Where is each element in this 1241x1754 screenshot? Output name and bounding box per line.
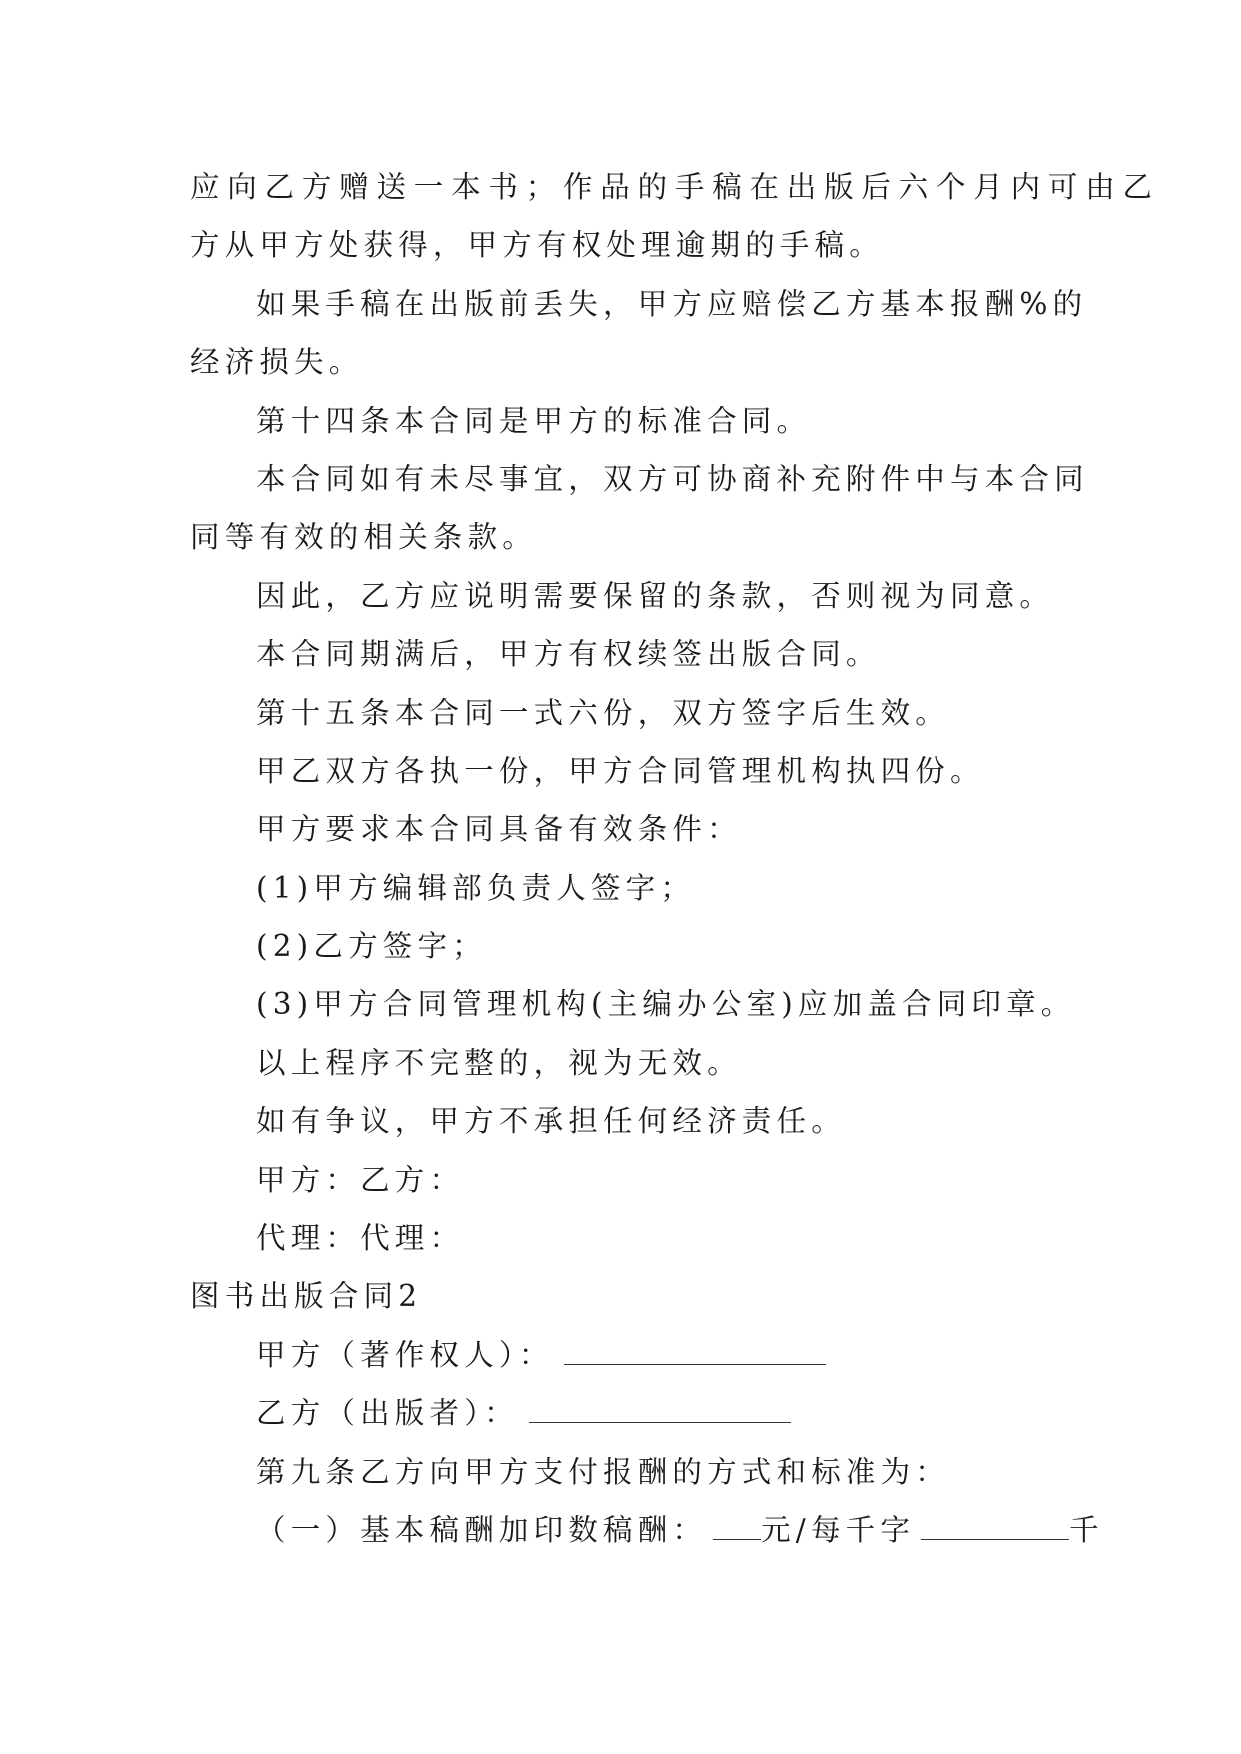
fill-blank (564, 1340, 826, 1365)
paragraph-line: 甲方要求本合同具备有效条件： (256, 812, 742, 847)
section-title: 图书出版合同2 (190, 1279, 423, 1314)
paragraph-line: 甲乙双方各执一份，甲方合同管理机构执四份。 (256, 753, 985, 788)
party-a-field (190, 1326, 1060, 1384)
party-b-field (190, 1384, 1060, 1442)
payment-clause-line (190, 1501, 1104, 1559)
list-item: (2)乙方签字； (256, 929, 487, 964)
document-body (190, 158, 1160, 1559)
payment-clause-label: （一）基本稿酬加印数稿酬： (256, 1512, 708, 1547)
paragraph-line: 因此，乙方应说明需要保留的条款，否则视为同意。 (256, 578, 1055, 613)
text-line: 方从甲方处获得，甲方有权处理逾期的手稿。 (190, 228, 885, 263)
signature-line-party: 甲方：乙方： (256, 1162, 465, 1197)
list-item: (3)甲方合同管理机构(主编办公室)应加盖合同印章。 (256, 987, 1076, 1022)
fill-blank (713, 1515, 761, 1540)
text-line: 经济损失。 (190, 345, 364, 380)
signature-line-agent: 代理：代理： (256, 1221, 465, 1256)
fill-blank (529, 1398, 791, 1423)
paragraph-line: 如有争议，甲方不承担任何经济责任。 (256, 1104, 846, 1139)
payment-trailing-text: 千 (1069, 1512, 1104, 1547)
paragraph-line: 本合同期满后，甲方有权续签出版合同。 (256, 637, 881, 672)
party-a-label: 甲方（著作权人）： (256, 1337, 554, 1372)
paragraph-line: 如果手稿在出版前丢失，甲方应赔偿乙方基本报酬%的 (256, 286, 1088, 321)
paragraph-line: 第十四条本合同是甲方的标准合同。 (256, 403, 812, 438)
paragraph-line: 第十五条本合同一式六份，双方签字后生效。 (256, 695, 951, 730)
paragraph-line: 本合同如有未尽事宜，双方可协商补充附件中与本合同 (256, 461, 1089, 496)
list-item: (1)甲方编辑部负责人签字； (256, 870, 696, 905)
payment-unit-text: 元/每千字 (761, 1512, 916, 1547)
party-b-label: 乙方（出版者）： (256, 1396, 519, 1431)
paragraph-line: 第九条乙方向甲方支付报酬的方式和标准为： (256, 1454, 951, 1489)
paragraph-line: 以上程序不完整的，视为无效。 (256, 1045, 742, 1080)
text-line: 同等有效的相关条款。 (190, 520, 538, 555)
fill-blank (921, 1515, 1069, 1540)
text-line: 应向乙方赠送一本书；作品的手稿在出版后六个月内可由乙 (190, 170, 1160, 204)
